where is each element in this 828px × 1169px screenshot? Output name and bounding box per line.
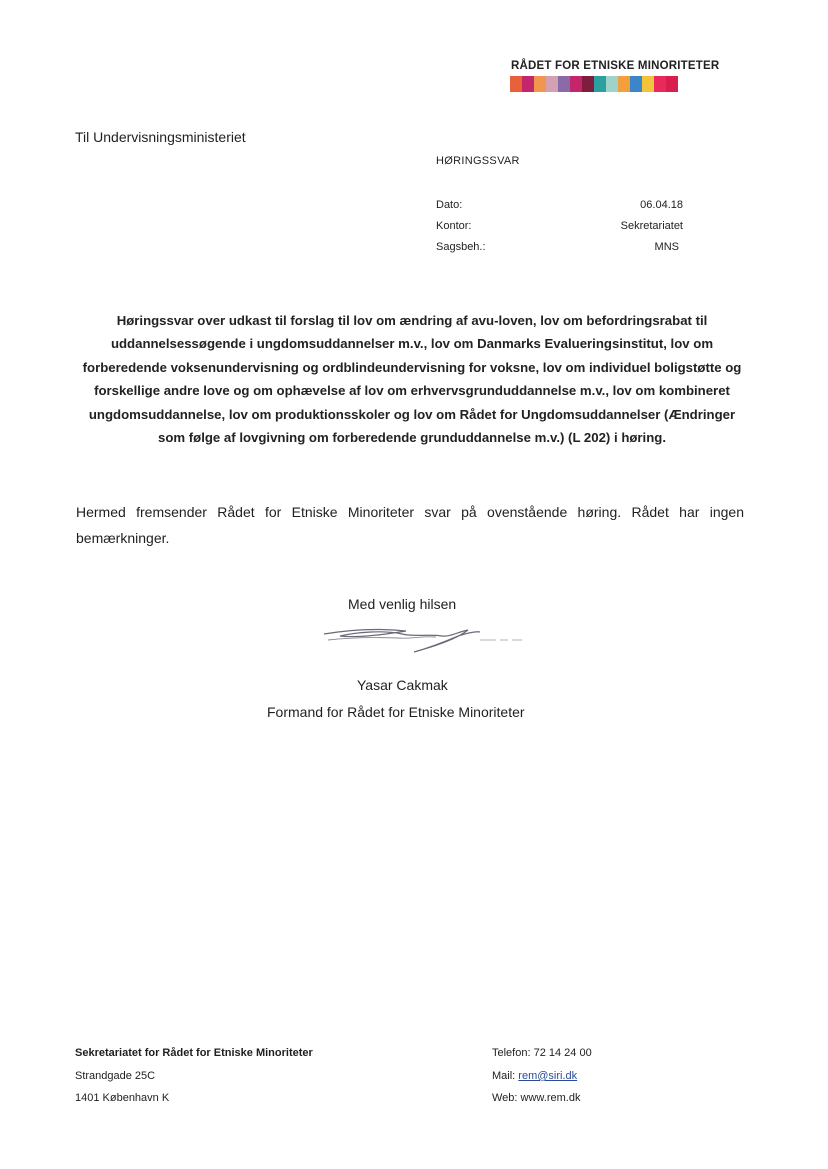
body-paragraph: Hermed fremsender Rådet for Etniske Minoriteter svar på ovenstående høring. Rådet har ingen bemærkninger. xyxy=(76,504,744,546)
logo-color-block xyxy=(606,76,618,92)
signer-title: Formand for Rådet for Etniske Minoriteter xyxy=(267,704,525,720)
logo-color-block xyxy=(666,76,678,92)
footer-web xyxy=(492,1092,580,1104)
document-type: HØRINGSSVAR xyxy=(436,155,520,167)
case-handler-label: Sagsbeh.: xyxy=(436,241,486,253)
logo-color-block xyxy=(510,76,522,92)
logo-color-block xyxy=(522,76,534,92)
logo-color-block xyxy=(642,76,654,92)
signer-name: Yasar Cakmak xyxy=(357,677,448,693)
recipient: Til Undervisningsministeriet xyxy=(75,129,246,145)
closing-greeting: Med venlig hilsen xyxy=(348,596,457,612)
organization-logo-text: RÅDET FOR ETNISKE MINORITETER xyxy=(511,60,720,72)
footer-city: 1401 København K xyxy=(75,1092,170,1104)
date-label: Dato: xyxy=(436,199,463,211)
logo-color-block xyxy=(594,76,606,92)
office-label: Kontor: xyxy=(436,220,472,232)
web-value[interactable]: www.rem.dk xyxy=(520,1092,581,1104)
footer-mail xyxy=(492,1070,577,1082)
footer-street: Strandgade 25C xyxy=(75,1070,156,1082)
phone-value: 72 14 24 00 xyxy=(533,1047,592,1059)
logo-color-block xyxy=(582,76,594,92)
logo-color-bar xyxy=(510,76,678,92)
case-handler-value: MNS xyxy=(654,241,679,253)
document-heading: Høringssvar over udkast til forslag til lov om ændring af avu-loven, lov om befordringsrabat til uddannelsessøgende i ungdomsuddannelser m.v., lov om Danmarks Evalueringsinstitut, lov om forberedende voksenundervisning og ordblindeundervisning for voksne, lov om individuel boligstøtte og forskellige andre love og om ophævelse af lov om erhvervsgrunduddannelse m.v., lov om kombineret ungdomsuddannelse, lov om produktionsskoler og lov om Rådet for Ungdomsuddannelser (Ændringer som følge af lovgivning om forberedende grunduddannelse m.v.) (L 202) i høring. xyxy=(82,313,742,446)
logo-color-block xyxy=(570,76,582,92)
logo-color-block xyxy=(534,76,546,92)
mail-label: Mail: xyxy=(492,1070,516,1082)
web-label: Web: xyxy=(492,1092,518,1104)
logo-color-block xyxy=(546,76,558,92)
office-value: Sekretariatet xyxy=(620,220,683,232)
logo-color-block xyxy=(618,76,630,92)
signature-image xyxy=(318,622,528,663)
logo-color-block xyxy=(654,76,666,92)
footer-phone xyxy=(492,1047,592,1059)
logo-color-block xyxy=(558,76,570,92)
logo-color-block xyxy=(630,76,642,92)
phone-label: Telefon: xyxy=(492,1047,531,1059)
date-value: 06.04.18 xyxy=(640,199,683,211)
footer-organization: Sekretariatet for Rådet for Etniske Minoriteter xyxy=(75,1047,313,1059)
mail-link[interactable]: rem@siri.dk xyxy=(518,1070,578,1082)
